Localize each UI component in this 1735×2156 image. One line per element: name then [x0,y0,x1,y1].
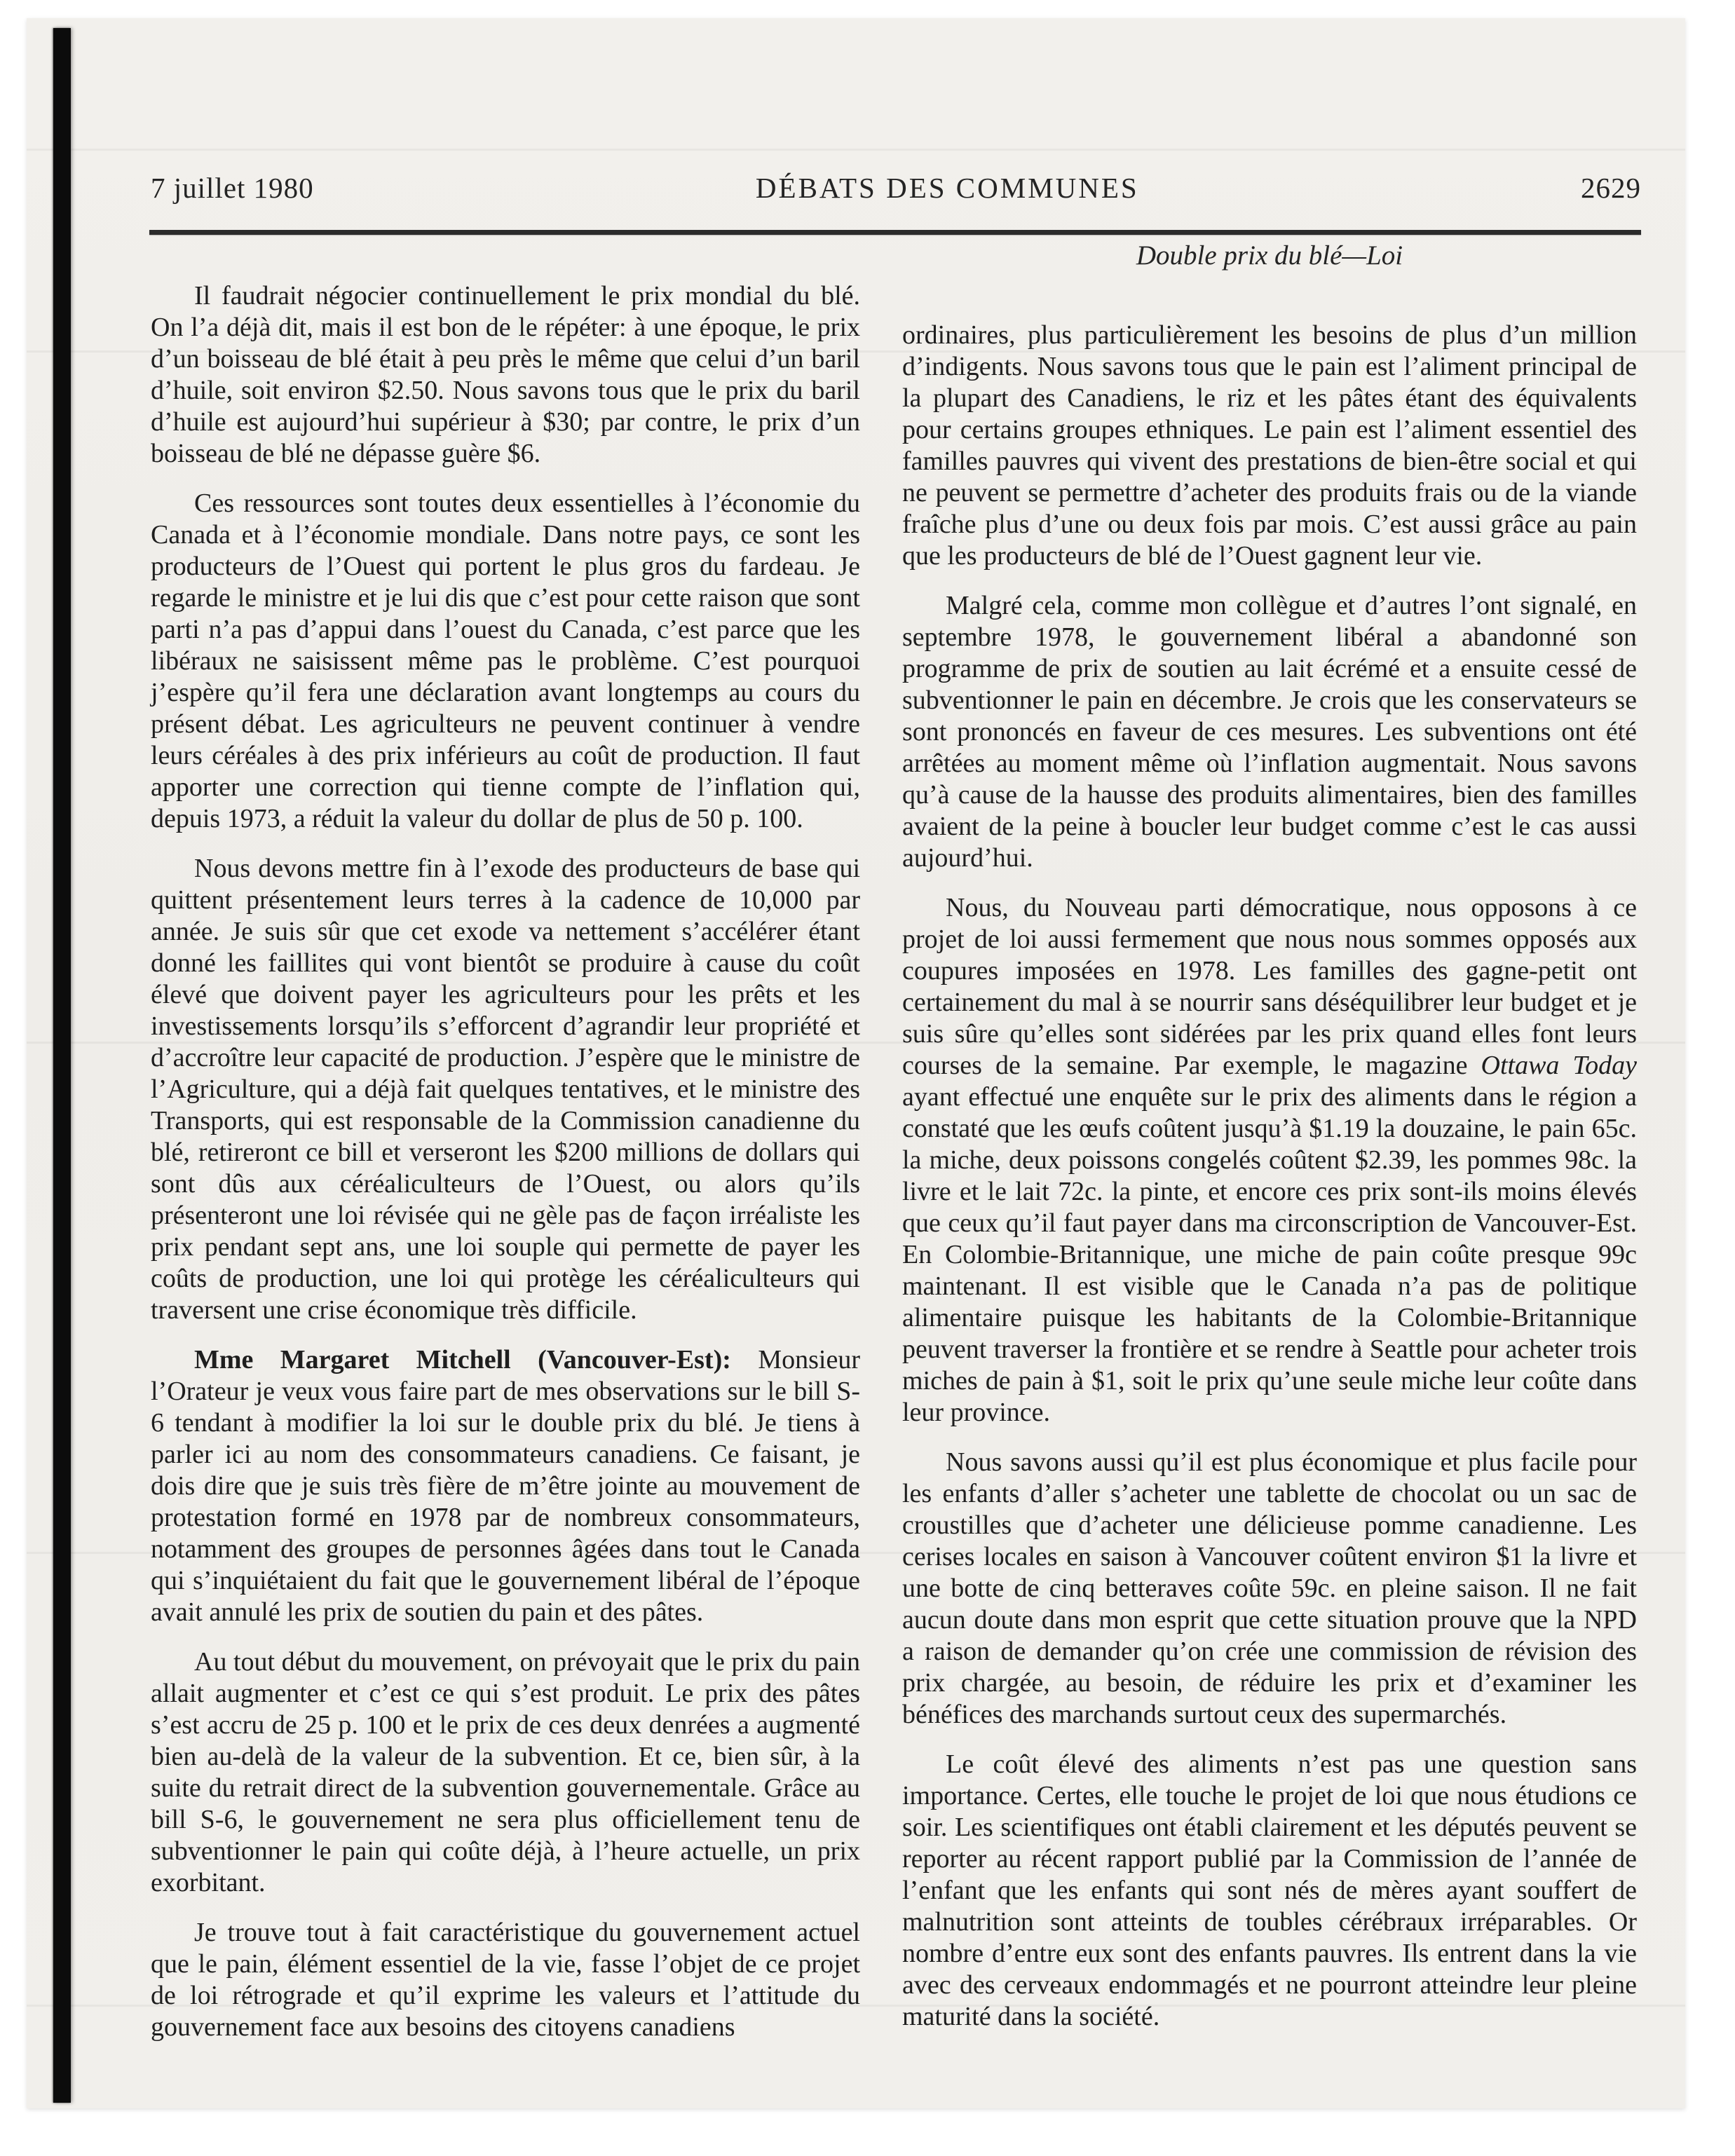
page-title: DÉBATS DES COMMUNES [755,172,1139,204]
paragraph [151,853,860,1326]
paragraph [902,590,1637,874]
paragraph [902,1749,1637,2033]
text-segment: Au tout début du mouvement, on prévoyait que le prix du pain allait augmenter et c’est ce qui s’est produit. Le prix des pâtes s’est accru de 25 p. 100 et le prix de ces deux denrées a augmenté bien au-delà de la valeur de la subvention. Et ce, bien sûr, à la suite du retrait direct de la subvention gouvernementale. Grâce au bill S-6, le gouvernement ne sera plus officiellement tenu de subventionner le pain qui coûte déjà, à l’heure actuelle, un prix exorbitant. [151,1647,860,1897]
paragraph [902,1447,1637,1731]
paragraph [151,1917,860,2043]
speaker-name: Mme Margaret Mitchell (Vancouver-Est): [194,1345,758,1374]
header-rule [149,230,1641,235]
text-segment: Ces ressources sont toutes deux essentielles à l’économie du Canada et à l’économie mondiale. Dans notre pays, ce sont les producteurs de l’Ouest qui portent le plus gros du fardeau. Je regarde le ministre et je lui dis que c’est pour cette raison que sont parti n’a pas d’appui dans l’ouest du Canada, c’est parce que les libéraux ne saisissent même pas le problème. C’est pourquoi j’espère qu’il fera une déclaration avant longtemps au cours du présent débat. Les agriculteurs ne peuvent continuer à vendre leurs céréales à des prix inférieurs au coût de production. Il faut apporter une correction qui tienne compte de l’inflation qui, depuis 1973, a réduit la valeur du dollar de plus de 50 p. 100. [151,489,860,833]
scan-artifact-line [27,149,1685,151]
italic-text: Ottawa Today [1481,1051,1637,1080]
text-segment: Le coût élevé des aliments n’est pas une question sans importance. Certes, elle touche le projet de loi que nous étudions ce soir. Les scientifiques ont établi clairement et les députés peuvent se reporter au récent rapport publié par la Commission de l’année de l’enfant que les enfants qui sont nés de mères ayant souffert de malnutrition sont atteints de toubles cérébraux irréparables. Or nombre d’entre eux sont des enfants pauvres. Ils entrent dans la vie avec des cerveaux endommagés et ne pourront atteindre leur pleine maturité dans la société. [902,1749,1637,2031]
text-segment: Nous, du Nouveau parti démocratique, nous opposons à ce projet de loi aussi fermement que nous nous sommes opposés aux coupures imposées en 1978. Les familles des gagne-petit ont certainement du mal à se nourrir sans déséquilibrer leur budget et je suis sûre qu’elles sont sidérées par les prix quand elles font leurs courses de la semaine. Par exemple, le magazine [902,893,1637,1080]
paragraph [151,1344,860,1628]
running-head: Double prix du blé—Loi [1136,240,1403,271]
header-date: 7 juillet 1980 [151,172,314,204]
right-column [902,320,1637,2051]
text-segment: Nous devons mettre fin à l’exode des producteurs de base qui quittent présentement leurs terres à la cadence de 10,000 par année. Je suis sûr que cet exode va nettement s’accélérer étant donné les faillites qui vont bientôt se produire à cause du coût élevé que doivent payer les agriculteurs pour les prêts et les investissements lorsqu’ils s’efforcent d’agrandir leur propriété et d’accroître leur capacité de production. J’espère que le ministre de l’Agriculture, qui a déjà fait quelques tentatives, et le ministre des Transports, qui est responsable de la Commission canadienne du blé, retireront ce bill et verseront les $200 millions de dollars qui sont dûs aux céréaliculteurs de l’Ouest, ou alors qu’ils présenteront une loi révisée qui ne gèle pas de façon irréaliste les prix pendant sept ans, une loi souple qui permette de payer les coûts de production, une loi qui protège les céréaliculteurs qui traversent une crise économique très difficile. [151,854,860,1325]
paragraph [902,320,1637,572]
paragraph [151,488,860,835]
text-segment: Je trouve tout à fait caractéristique du gouvernement actuel que le pain, élément essentiel de la vie, fasse l’objet de ce projet de loi rétrograde et qu’il exprime les valeurs et l’attitude du gouvernement face aux besoins des citoyens canadiens [151,1918,860,2042]
binding-bar [53,28,71,2103]
masthead [151,171,1641,205]
text-segment: Nous savons aussi qu’il est plus économique et plus facile pour les enfants d’aller s’acheter une tablette de chocolat ou un sac de croustilles que d’acheter une délicieuse pomme canadienne. Les cerises locales en saison à Vancouver coûtent environ $1 la livre et une botte de cinq betteraves coûte 59c. en pleine saison. Il ne fait aucun doute dans mon esprit que cette situation prouve que la NPD a raison de demander qu’on crée une commission de révision des prix chargée, au besoin, de réduire les prix et d’examiner les bénéfices des marchands surtout ceux des supermarchés. [902,1447,1637,1729]
header-page-number: 2629 [1581,172,1641,204]
text-segment: ordinaires, plus particulièrement les besoins de plus d’un million d’indigents. Nous savons tous que le pain est l’aliment principal de la plupart des Canadiens, le riz et les pâtes étant des équivalents pour certains groupes ethniques. Le pain est l’aliment essentiel des familles pauvres qui vivent des prestations de bien-être social et qui ne peuvent se permettre d’acheter des produits frais ou de la viande fraîche plus d’une ou deux fois par mois. C’est aussi grâce au pain que les producteurs de blé de l’Ouest gagnent leur vie. [902,320,1637,571]
text-segment: Il faudrait négocier continuellement le prix mondial du blé. On l’a déjà dit, mais il est bon de le répéter: à une époque, le prix d’un boisseau de blé était à peu près le même que celui d’un baril d’huile, soit environ $2.50. Nous savons tous que le prix du baril d’huile est aujourd’hui supérieur à $30; par contre, le prix d’un boisseau de blé ne dépasse guère $6. [151,281,860,468]
paragraph [902,892,1637,1428]
paragraph [151,280,860,470]
text-segment: Monsieur l’Orateur je veux vous faire part de mes observations sur le bill S-6 tendant à modifier la loi sur le double prix du blé. Je tiens à parler ici au nom des consommateurs canadiens. Ce faisant, je dois dire que je suis très fière de m’être jointe au mouvement de protestation formé en 1978 par de nombreux consommateurs, notamment des groupes de personnes âgées dans tout le Canada qui s’inquiétaient du fait que le gouvernement libéral de l’époque avait annulé les prix de soutien du pain et des pâtes. [151,1345,860,1627]
text-segment: Malgré cela, comme mon collègue et d’autres l’ont signalé, en septembre 1978, le gouvernement libéral a abandonné son programme de prix de soutien au lait écrémé et a ensuite cessé de subventionner le pain en décembre. Je crois que les conservateurs se sont prononcés en faveur de ces mesures. Les subventions ont été arrêtées au moment même où l’inflation augmentait. Nous savons qu’à cause de la hausse des produits alimentaires, bien des familles avaient de la peine à boucler leur budget comme c’est le cas aussi aujourd’hui. [902,591,1637,873]
left-column [151,280,860,2061]
paragraph [151,1646,860,1899]
text-segment: ayant effectué une enquête sur le prix des aliments dans le région a constaté que les œufs coûtent jusqu’à $1.19 la douzaine, le pain 65c. la miche, deux poissons congelés coûtent $2.39, les pommes 98c. la livre et le lait 72c. la pinte, et encore ces prix sont-ils moins élevés que ceux qu’il faut payer dans ma circonscription de Vancouver-Est. En Colombie-Britannique, une miche de pain coûte presque 99c maintenant. Il est visible que le Canada n’a pas de politique alimentaire puisque les habitants de la Colombie-Britannique peuvent traverser la frontière et se rendre à Seattle pour acheter trois miches de pain à $1, soit le prix qu’une seule miche leur coûte dans leur province. [902,1082,1637,1427]
